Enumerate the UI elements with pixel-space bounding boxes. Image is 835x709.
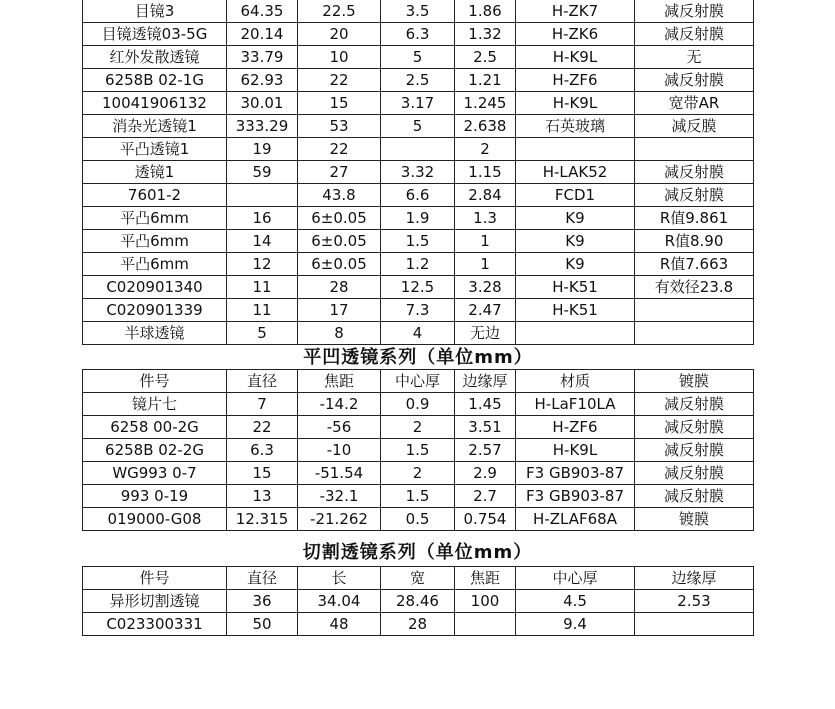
table-cell: 0.9 bbox=[381, 393, 455, 416]
table-cell: 9.4 bbox=[516, 613, 635, 636]
table-row bbox=[83, 322, 754, 345]
table-row bbox=[83, 46, 754, 69]
table-cell: 11 bbox=[227, 276, 298, 299]
table-cell: 1.15 bbox=[455, 161, 516, 184]
table-cell: K9 bbox=[516, 230, 635, 253]
table-cell: 7601-2 bbox=[83, 184, 227, 207]
table-cell: 石英玻璃 bbox=[516, 115, 635, 138]
column-header: 焦距 bbox=[298, 370, 381, 393]
table-cell: 62.93 bbox=[227, 69, 298, 92]
table-cell: 目镜3 bbox=[83, 0, 227, 23]
table-cell: K9 bbox=[516, 253, 635, 276]
cut-header-row bbox=[83, 567, 754, 590]
table-cell: R值8.90 bbox=[635, 230, 754, 253]
cut-lens-table bbox=[82, 566, 754, 636]
table-cell: 半球透镜 bbox=[83, 322, 227, 345]
table-cell: 2.53 bbox=[635, 590, 754, 613]
table-cell: 50 bbox=[227, 613, 298, 636]
table-cell: 0.754 bbox=[455, 508, 516, 531]
table-cell: H-K51 bbox=[516, 299, 635, 322]
table-cell: H-K51 bbox=[516, 276, 635, 299]
table-cell: 减反射膜 bbox=[635, 0, 754, 23]
table-cell: 28.46 bbox=[381, 590, 455, 613]
table-cell: 12 bbox=[227, 253, 298, 276]
table-cell: -10 bbox=[298, 439, 381, 462]
table-cell: H-LaF10LA bbox=[516, 393, 635, 416]
table-cell: 10041906132 bbox=[83, 92, 227, 115]
table-cell: H-ZK6 bbox=[516, 23, 635, 46]
table-cell: 1.3 bbox=[455, 207, 516, 230]
table-cell: R值7.663 bbox=[635, 253, 754, 276]
table-cell: 减反射膜 bbox=[635, 485, 754, 508]
table-cell: 3.32 bbox=[381, 161, 455, 184]
table-cell: 3.17 bbox=[381, 92, 455, 115]
table-cell: 17 bbox=[298, 299, 381, 322]
column-header: 直径 bbox=[227, 567, 298, 590]
table-cell: 34.04 bbox=[298, 590, 381, 613]
table-cell bbox=[635, 299, 754, 322]
table-cell: 平凸6mm bbox=[83, 230, 227, 253]
table-cell: 2.57 bbox=[455, 439, 516, 462]
table-cell: 2 bbox=[381, 416, 455, 439]
table-cell: -51.54 bbox=[298, 462, 381, 485]
table-row bbox=[83, 393, 754, 416]
table-cell bbox=[635, 322, 754, 345]
table-cell: 减反射膜 bbox=[635, 161, 754, 184]
table-row bbox=[83, 508, 754, 531]
table-cell: H-ZLAF68A bbox=[516, 508, 635, 531]
table-cell: 28 bbox=[298, 276, 381, 299]
table-row bbox=[83, 230, 754, 253]
table-row bbox=[83, 462, 754, 485]
table-cell: 平凸6mm bbox=[83, 253, 227, 276]
table-cell: 27 bbox=[298, 161, 381, 184]
table-cell: 减反射膜 bbox=[635, 393, 754, 416]
table-cell: 4 bbox=[381, 322, 455, 345]
table-cell: 20.14 bbox=[227, 23, 298, 46]
table-cell: 2.9 bbox=[455, 462, 516, 485]
column-header: 件号 bbox=[83, 370, 227, 393]
table-cell: 6.3 bbox=[227, 439, 298, 462]
table-cell bbox=[635, 138, 754, 161]
table-row bbox=[83, 613, 754, 636]
table-cell: 6258 00-2G bbox=[83, 416, 227, 439]
table-cell: 6258B 02-1G bbox=[83, 69, 227, 92]
table-cell: H-LAK52 bbox=[516, 161, 635, 184]
table-cell: 减反膜 bbox=[635, 115, 754, 138]
table-cell: 33.79 bbox=[227, 46, 298, 69]
table-cell: 无 bbox=[635, 46, 754, 69]
table-cell: 1.9 bbox=[381, 207, 455, 230]
table-cell: 11 bbox=[227, 299, 298, 322]
cut-section-title: 切割透镜系列（单位mm） bbox=[302, 542, 533, 563]
table-cell: 59 bbox=[227, 161, 298, 184]
table-cell: 13 bbox=[227, 485, 298, 508]
table-cell: 30.01 bbox=[227, 92, 298, 115]
table-cell: 1.2 bbox=[381, 253, 455, 276]
concave-section-title-row bbox=[83, 345, 754, 370]
table-cell: R值9.861 bbox=[635, 207, 754, 230]
table-cell: 28 bbox=[381, 613, 455, 636]
table-cell: 16 bbox=[227, 207, 298, 230]
table-cell: -21.262 bbox=[298, 508, 381, 531]
table-row bbox=[83, 299, 754, 322]
table-cell: 6±0.05 bbox=[298, 253, 381, 276]
table-cell: 20 bbox=[298, 23, 381, 46]
table-cell: 7 bbox=[227, 393, 298, 416]
table-cell: -14.2 bbox=[298, 393, 381, 416]
table-cell: 平凸6mm bbox=[83, 207, 227, 230]
table-cell: 1.32 bbox=[455, 23, 516, 46]
table-cell: 10 bbox=[298, 46, 381, 69]
concave-header-row bbox=[83, 370, 754, 393]
table-cell: 1.5 bbox=[381, 439, 455, 462]
table-cell: 减反射膜 bbox=[635, 416, 754, 439]
table-cell: 宽带AR bbox=[635, 92, 754, 115]
table-cell: 22 bbox=[298, 69, 381, 92]
table-row bbox=[83, 253, 754, 276]
table-cell: C020901340 bbox=[83, 276, 227, 299]
table-cell: 2.5 bbox=[455, 46, 516, 69]
table-cell: 1.5 bbox=[381, 485, 455, 508]
table-row bbox=[83, 138, 754, 161]
column-header: 中心厚 bbox=[516, 567, 635, 590]
column-header: 材质 bbox=[516, 370, 635, 393]
table-cell: 1.86 bbox=[455, 0, 516, 23]
table-cell: 消杂光透镜1 bbox=[83, 115, 227, 138]
table-row bbox=[83, 276, 754, 299]
column-header: 中心厚 bbox=[381, 370, 455, 393]
table-cell bbox=[516, 138, 635, 161]
table-cell: 15 bbox=[298, 92, 381, 115]
table-cell: 3.5 bbox=[381, 0, 455, 23]
table-cell: 22.5 bbox=[298, 0, 381, 23]
table-cell bbox=[381, 138, 455, 161]
table-cell: 6.6 bbox=[381, 184, 455, 207]
table-cell: 019000-G08 bbox=[83, 508, 227, 531]
table-cell: 48 bbox=[298, 613, 381, 636]
table-cell: H-ZF6 bbox=[516, 416, 635, 439]
table-cell: 镀膜 bbox=[635, 508, 754, 531]
table-cell: 6±0.05 bbox=[298, 230, 381, 253]
table-cell: 6.3 bbox=[381, 23, 455, 46]
table-cell: FCD1 bbox=[516, 184, 635, 207]
table-cell: 目镜透镜03-5G bbox=[83, 23, 227, 46]
table-cell: 12.315 bbox=[227, 508, 298, 531]
table-cell: WG993 0-7 bbox=[83, 462, 227, 485]
table-cell: 14 bbox=[227, 230, 298, 253]
table-cell: 8 bbox=[298, 322, 381, 345]
table-row bbox=[83, 115, 754, 138]
table-cell bbox=[227, 184, 298, 207]
table-cell: 64.35 bbox=[227, 0, 298, 23]
column-header: 边缘厚 bbox=[455, 370, 516, 393]
lens-table bbox=[82, 0, 754, 531]
table-cell: 43.8 bbox=[298, 184, 381, 207]
table-cell: -32.1 bbox=[298, 485, 381, 508]
table-cell: 3.28 bbox=[455, 276, 516, 299]
table-row bbox=[83, 207, 754, 230]
table-cell: 0.5 bbox=[381, 508, 455, 531]
table-cell: 993 0-19 bbox=[83, 485, 227, 508]
table-cell: H-K9L bbox=[516, 46, 635, 69]
table-cell: 2 bbox=[381, 462, 455, 485]
table-row bbox=[83, 0, 754, 23]
table-cell: 透镜1 bbox=[83, 161, 227, 184]
table-cell: 2.5 bbox=[381, 69, 455, 92]
table-row bbox=[83, 416, 754, 439]
table-cell: 100 bbox=[455, 590, 516, 613]
table-cell: 22 bbox=[227, 416, 298, 439]
table-cell: 5 bbox=[381, 115, 455, 138]
table-cell: 减反射膜 bbox=[635, 184, 754, 207]
table-row bbox=[83, 485, 754, 508]
table-cell: 1 bbox=[455, 230, 516, 253]
table-cell: 6±0.05 bbox=[298, 207, 381, 230]
table-cell: 2.7 bbox=[455, 485, 516, 508]
table-cell: F3 GB903-87 bbox=[516, 462, 635, 485]
table-cell: 有效径23.8 bbox=[635, 276, 754, 299]
column-header: 宽 bbox=[381, 567, 455, 590]
table-cell: 减反射膜 bbox=[635, 23, 754, 46]
table-cell: 2.47 bbox=[455, 299, 516, 322]
table-row bbox=[83, 439, 754, 462]
table-cell: 12.5 bbox=[381, 276, 455, 299]
table-cell: F3 GB903-87 bbox=[516, 485, 635, 508]
table-cell: 19 bbox=[227, 138, 298, 161]
table-cell bbox=[455, 613, 516, 636]
table-cell: 减反射膜 bbox=[635, 439, 754, 462]
table-row bbox=[83, 590, 754, 613]
table-cell: C023300331 bbox=[83, 613, 227, 636]
column-header: 边缘厚 bbox=[635, 567, 754, 590]
table-cell: 异形切割透镜 bbox=[83, 590, 227, 613]
table-cell: 无边 bbox=[455, 322, 516, 345]
table-cell: 22 bbox=[298, 138, 381, 161]
table-cell: 5 bbox=[381, 46, 455, 69]
concave-section-title: 平凹透镜系列（单位mm） bbox=[83, 345, 754, 370]
table-cell: 平凸透镜1 bbox=[83, 138, 227, 161]
table-cell: H-K9L bbox=[516, 439, 635, 462]
table-cell: 36 bbox=[227, 590, 298, 613]
table-cell: 1.5 bbox=[381, 230, 455, 253]
column-header: 直径 bbox=[227, 370, 298, 393]
column-header: 镀膜 bbox=[635, 370, 754, 393]
table-cell: 2 bbox=[455, 138, 516, 161]
table-cell bbox=[635, 613, 754, 636]
table-cell: 6258B 02-2G bbox=[83, 439, 227, 462]
table-cell: 4.5 bbox=[516, 590, 635, 613]
table-cell: 3.51 bbox=[455, 416, 516, 439]
table-row bbox=[83, 161, 754, 184]
table-cell: 53 bbox=[298, 115, 381, 138]
table-row bbox=[83, 69, 754, 92]
table-cell: -56 bbox=[298, 416, 381, 439]
table-cell: 5 bbox=[227, 322, 298, 345]
table-cell: 减反射膜 bbox=[635, 462, 754, 485]
table-cell: 1.245 bbox=[455, 92, 516, 115]
table-cell: 减反射膜 bbox=[635, 69, 754, 92]
table-cell: 2.84 bbox=[455, 184, 516, 207]
table-cell: C020901339 bbox=[83, 299, 227, 322]
table-row bbox=[83, 23, 754, 46]
table-cell: H-K9L bbox=[516, 92, 635, 115]
table-row bbox=[83, 92, 754, 115]
table-cell: 红外发散透镜 bbox=[83, 46, 227, 69]
column-header: 件号 bbox=[83, 567, 227, 590]
table-cell: H-ZK7 bbox=[516, 0, 635, 23]
table-cell: 333.29 bbox=[227, 115, 298, 138]
table-cell: 镜片七 bbox=[83, 393, 227, 416]
table-cell: H-ZF6 bbox=[516, 69, 635, 92]
table-cell: 15 bbox=[227, 462, 298, 485]
table-cell: 1 bbox=[455, 253, 516, 276]
table-cell: 7.3 bbox=[381, 299, 455, 322]
table-row bbox=[83, 184, 754, 207]
table-cell: 1.45 bbox=[455, 393, 516, 416]
column-header: 焦距 bbox=[455, 567, 516, 590]
table-cell: 2.638 bbox=[455, 115, 516, 138]
table-cell bbox=[516, 322, 635, 345]
table-cell: 1.21 bbox=[455, 69, 516, 92]
column-header: 长 bbox=[298, 567, 381, 590]
table-cell: K9 bbox=[516, 207, 635, 230]
